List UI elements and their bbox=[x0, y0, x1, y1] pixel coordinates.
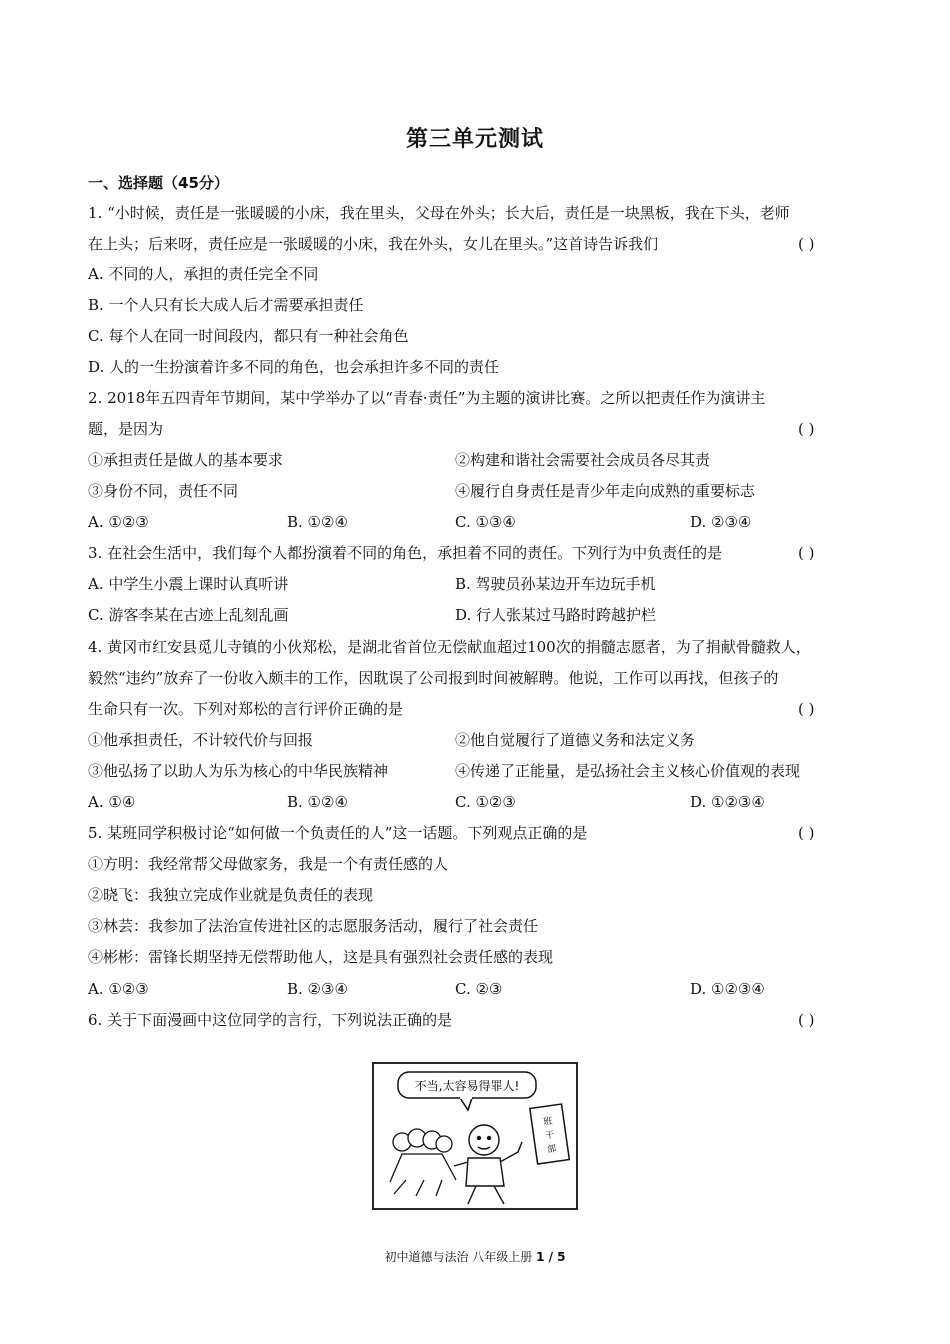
q5-stem-line1: 5. 某班同学积极讨论“如何做一个负责任的人”这一话题。下列观点正确的是 bbox=[88, 824, 588, 842]
q5-statement-1: ①方明：我经常帮父母做家务，我是一个有责任感的人 bbox=[88, 855, 449, 873]
q1-stem-line1: 1. “小时候，责任是一张暖暖的小床，我在里头，父母在外头；长大后，责任是一块黑板，我在下头，老师 bbox=[88, 204, 790, 222]
q2-stem-line2: 题，是因为 bbox=[88, 420, 164, 438]
q1-stem-line2: 在上头；后来呀，责任应是一张暖暖的小床，我在外头，女儿在里头。”这首诗告诉我们 bbox=[88, 235, 659, 253]
q5-statement-4: ④彬彬：雷锋长期坚持无偿帮助他人，这是具有强烈社会责任感的表现 bbox=[88, 948, 554, 966]
q4-stem-line3: 生命只有一次。下列对郑松的言行评价正确的是 bbox=[88, 700, 404, 718]
q1-option-b: B. 一个人只有长大成人后才需要承担责任 bbox=[88, 296, 364, 314]
q5-option-a: A. ①②③ bbox=[88, 980, 149, 998]
q1-option-d: D. 人的一生扮演着许多不同的角色，也会承担许多不同的责任 bbox=[88, 358, 500, 376]
q5-answer-blank: ( ) bbox=[798, 824, 815, 842]
q6-answer-blank: ( ) bbox=[798, 1011, 815, 1029]
q4-option-c: C. ①②③ bbox=[455, 793, 516, 811]
q2-statement-1: ①承担责任是做人的基本要求 bbox=[88, 451, 284, 469]
q3-option-a: A. 中学生小震上课时认真听讲 bbox=[88, 575, 289, 593]
q2-option-c: C. ①③④ bbox=[455, 513, 516, 531]
q5-option-d: D. ①②③④ bbox=[690, 980, 765, 998]
q3-stem-line1: 3. 在社会生活中，我们每个人都扮演着不同的角色，承担着不同的责任。下列行为中负责任的是 bbox=[88, 544, 723, 562]
q2-option-d: D. ②③④ bbox=[690, 513, 752, 531]
sign-char-3: 部 bbox=[546, 1144, 557, 1156]
sign-char-2: 干 bbox=[544, 1130, 556, 1142]
footer-page-number: 1 / 5 bbox=[536, 1250, 566, 1264]
q5-statement-2: ②晓飞：我独立完成作业就是负责任的表现 bbox=[88, 886, 374, 904]
q2-answer-blank: ( ) bbox=[798, 420, 815, 438]
sign-card bbox=[530, 1104, 569, 1164]
q2-statement-3: ③身份不同，责任不同 bbox=[88, 482, 239, 500]
q1-option-a: A. 不同的人，承担的责任完全不同 bbox=[88, 265, 319, 283]
q4-statement-4: ④传递了正能量，是弘扬社会主义核心价值观的表现 bbox=[455, 762, 801, 780]
page-title: 第三单元测试 bbox=[405, 127, 544, 152]
q4-option-b: B. ①②④ bbox=[287, 793, 348, 811]
q3-option-d: D. 行人张某过马路时跨越护栏 bbox=[455, 606, 657, 624]
q5-statement-3: ③林芸：我参加了法治宣传进社区的志愿服务活动，履行了社会责任 bbox=[88, 917, 539, 935]
comic-illustration bbox=[372, 1062, 578, 1210]
q4-statement-3: ③他弘扬了以助人为乐为核心的中华民族精神 bbox=[88, 762, 389, 780]
q2-statement-4: ④履行自身责任是青少年走向成熟的重要标志 bbox=[455, 482, 756, 500]
q2-option-a: A. ①②③ bbox=[88, 513, 149, 531]
q3-option-c: C. 游客李某在古迹上乱刻乱画 bbox=[88, 606, 289, 624]
q4-option-a: A. ①④ bbox=[88, 793, 136, 811]
q3-option-b: B. 驾驶员孙某边开车边玩手机 bbox=[455, 575, 656, 593]
sign-char-1: 班 bbox=[542, 1116, 554, 1128]
page-footer bbox=[0, 1248, 950, 1265]
q5-option-b: B. ②③④ bbox=[287, 980, 348, 998]
q5-option-c: C. ②③ bbox=[455, 980, 503, 998]
q6-stem-line1: 6. 关于下面漫画中这位同学的言行，下列说法正确的是 bbox=[88, 1011, 453, 1029]
q1-answer-blank: ( ) bbox=[798, 235, 815, 253]
q4-statement-2: ②他自觉履行了道德义务和法定义务 bbox=[455, 731, 696, 749]
q4-option-d: D. ①②③④ bbox=[690, 793, 765, 811]
q4-stem-line1: 4. 黄冈市红安县觅儿寺镇的小伙郑松，是湖北省首位无偿献血超过100次的捐髓志愿者，为了捐献骨髓救人， bbox=[88, 638, 811, 656]
q2-option-b: B. ①②④ bbox=[287, 513, 348, 531]
q1-option-c: C. 每个人在同一时间段内，都只有一种社会角色 bbox=[88, 327, 409, 345]
q2-stem-line1: 2. 2018年五四青年节期间，某中学举办了以“青春·责任”为主题的演讲比赛。之所以把责任作为演讲主 bbox=[88, 389, 766, 407]
footer-course: 初中道德与法治 八年级上册 bbox=[384, 1250, 537, 1264]
q4-answer-blank: ( ) bbox=[798, 700, 815, 718]
q4-statement-1: ①他承担责任，不计较代价与回报 bbox=[88, 731, 314, 749]
q2-statement-2: ②构建和谐社会需要社会成员各尽其责 bbox=[455, 451, 711, 469]
q3-answer-blank: ( ) bbox=[798, 544, 815, 562]
speech-bubble-text: 不当,太容易得罪人! bbox=[414, 1079, 520, 1093]
q4-stem-line2: 毅然“违约”放弃了一份收入颇丰的工作，因耽误了公司报到时间被解聘。他说，工作可以再找，但孩子的 bbox=[88, 669, 779, 687]
section-heading: 一、选择题（45分） bbox=[88, 174, 229, 192]
